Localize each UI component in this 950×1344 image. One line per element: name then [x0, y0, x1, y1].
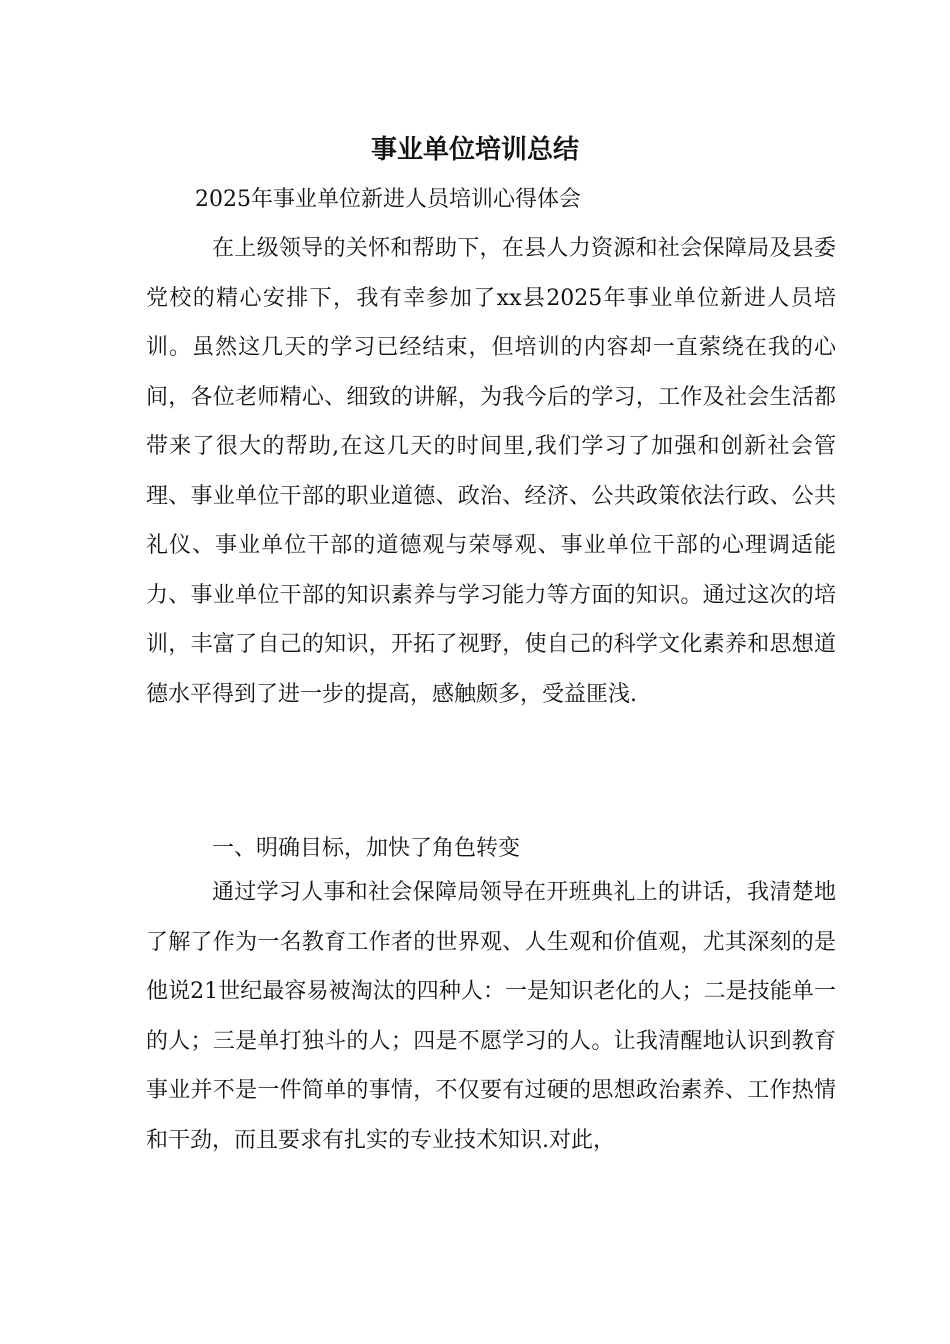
document-title: 事业单位培训总结 — [370, 135, 579, 165]
document-subtitle: 2025年事业单位新进人员培训心得体会 — [195, 187, 581, 212]
paragraph-intro: 在上级领导的关怀和帮助下，在县人力资源和社会保障局及县委党校的精心安排下，我有幸参加了xx县2025年事业单位新进人员培训。虽然这几天的学习已经结束，但培训的内容却一直萦绕在我的心间，各位老师精心、细致的讲解，为我今后的学习，工作及社会生活都带来了很大的帮助,在这几天的时间里,我们学习了加强和创新社会管理、事业单位干部的职业道德、政治、经济、公共政策依法行政、公共礼仪、事业单位干部的道德观与荣辱观、事业单位干部的心理调适能力、事业单位干部的知识素养与学习能力等方面的知识。通过这次的培训，丰富了自己的知识，开拓了视野，使自己的科学文化素养和思想道德水平得到了进一步的提高，感触颇多，受益匪浅. — [146, 236, 836, 707]
paragraph-section-1: 通过学习人事和社会保障局领导在开班典礼上的讲话，我清楚地了解了作为一名教育工作者的世界观、人生观和价值观，尤其深刻的是他说21世纪最容易被淘汰的四种人：一是知识老化的人；二是技能单一的人；三是单打独斗的人；四是不愿学习的人。让我清醒地认识到教育事业并不是一件简单的事情，不仅要有过硬的思想政治素养、工作热情和干劲，而且要求有扎实的专业技术知识.对此， — [146, 880, 836, 1153]
section-heading-1: 一、明确目标，加快了角色转变 — [212, 836, 521, 861]
